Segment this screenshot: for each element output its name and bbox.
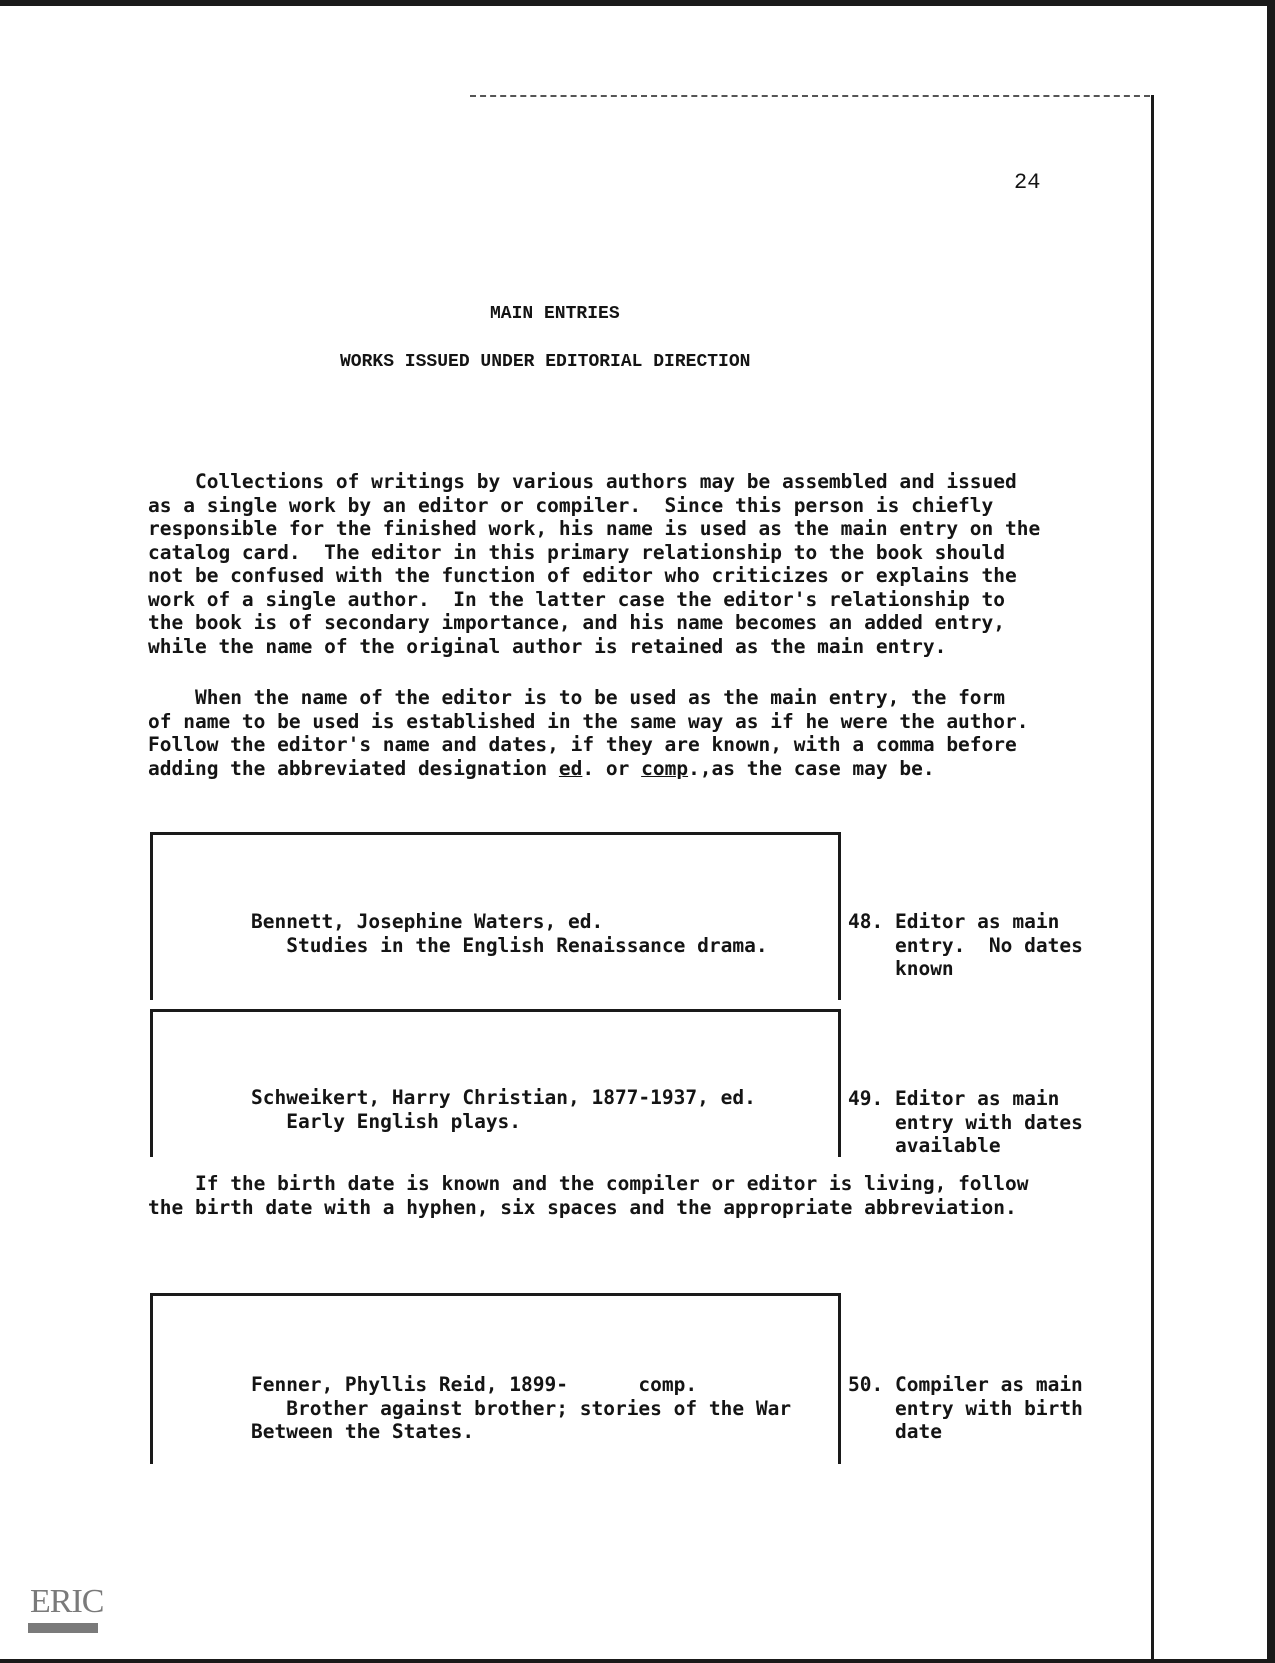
- abbrev-ed: ed: [558, 756, 583, 780]
- card-note-50: 50. Compiler as main entry with birth date: [848, 1373, 1083, 1443]
- card-entry-text: Bennett, Josephine Waters, ed. Studies in the English Renaissance drama.: [251, 910, 768, 957]
- paragraph-collections: Collections of writings by various authors may be assembled and issued as a single work by an editor or compiler. Since this person is chiefly responsible for the finished work, his name is used as the main entry on the catalog card. The editor in this primary relationship to the book should not be confused with the function of editor who criticizes or explains the work of a single author. In the latter case the editor's relationship to the book is of secondary importance, and his name becomes an added entry, while the name of the original author is retained as the main entry.: [148, 470, 1041, 658]
- page-number: 24: [1014, 170, 1041, 195]
- scan-right-edge: [1151, 95, 1154, 1663]
- eric-logo-text: ERIC: [30, 1583, 104, 1620]
- eric-logo: [24, 1575, 102, 1635]
- paragraph-birth-date: If the birth date is known and the compiler or editor is living, follow the birth date with a hyphen, six spaces and the appropriate abbreviation.: [148, 1172, 1029, 1219]
- paragraph2-text-a: When the name of the editor is to be used as the main entry, the form of name to be used is established in the same way as if he were the author. Follow the editor's name and dates, if they are known, with a comma before adding the abbreviated designation: [148, 686, 1029, 780]
- eric-logo-bar: [28, 1623, 98, 1633]
- abbrev-comp: comp: [641, 756, 689, 780]
- page-subheading: WORKS ISSUED UNDER EDITORIAL DIRECTION: [340, 352, 751, 372]
- card-entry-text: Fenner, Phyllis Reid, 1899- comp. Brother against brother; stories of the War Between the States.: [251, 1373, 792, 1443]
- scan-outer-edge: [1267, 0, 1275, 1663]
- scan-top-edge: [0, 0, 1275, 6]
- scan-bottom-edge: [0, 1659, 1275, 1663]
- card-note-48: 48. Editor as main entry. No dates known: [848, 910, 1083, 980]
- catalog-card-48: [150, 832, 841, 1000]
- paragraph2-text-b: . or: [582, 756, 642, 780]
- scan-dashed-line: [470, 95, 1150, 99]
- page-heading: MAIN ENTRIES: [490, 304, 620, 324]
- card-note-49: 49. Editor as main entry with dates available: [848, 1087, 1083, 1157]
- catalog-card-50: [150, 1293, 841, 1464]
- paragraph2-text-c: .,as the case may be.: [688, 756, 935, 780]
- catalog-card-49: [150, 1009, 841, 1157]
- card-entry-text: Schweikert, Harry Christian, 1877-1937, ed. Early English plays.: [251, 1086, 756, 1133]
- paragraph-editor-form: [148, 686, 1048, 780]
